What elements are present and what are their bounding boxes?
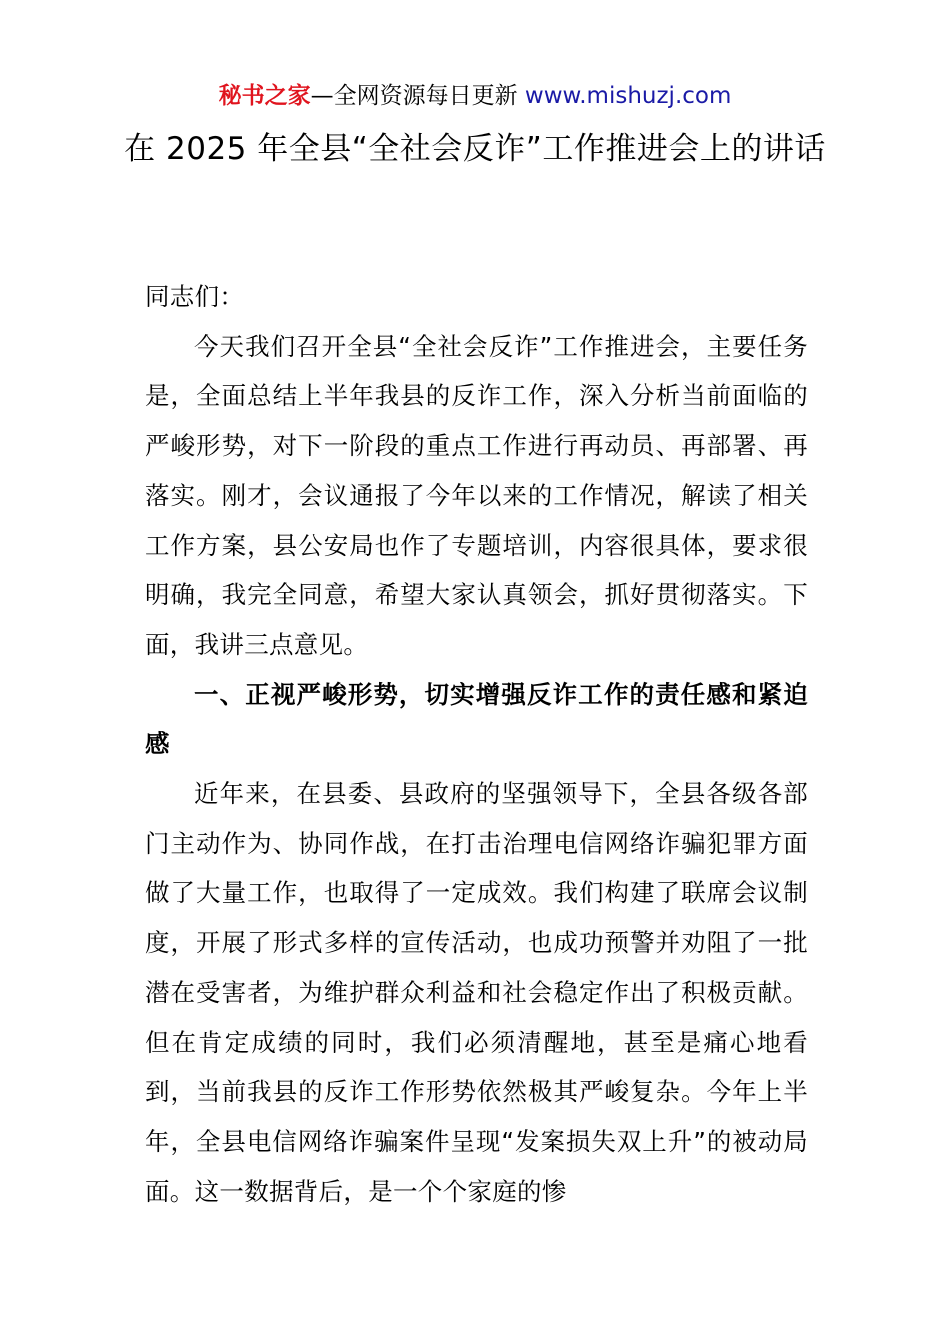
document-title: 在 2025 年全县“全社会反诈”工作推进会上的讲话 [124, 131, 826, 167]
intro-paragraph: 今天我们召开全县“全社会反诈”工作推进会，主要任务是，全面总结上半年我县的反诈工作，深入分析当前面临的严峻形势，对下一阶段的重点工作进行再动员、再部署、再落实。刚才，会议通报了今年以来的工作情况，解读了相关工作方案，县公安局也作了专题培训，内容很具体，要求很明确，我完全同意，希望大家认真领会，抓好贯彻落实。下面，我讲三点意见。 [145, 331, 808, 659]
brand-name: 秘书之家 [218, 83, 311, 109]
section-paragraph: 近年来，在县委、县政府的坚强领导下，全县各级各部门主动作为、协同作战，在打击治理电信网络诈骗犯罪方面做了大量工作，也取得了一定成效。我们构建了联席会议制度，开展了形式多样的宣传活动，也成功预警并劝阻了一批潜在受害者，为维护群众利益和社会稳定作出了积极贡献。但在肯定成绩的同时，我们必须清醒地，甚至是痛心地看到，当前我县的反诈工作形势依然极其严峻复杂。今年上半年，全县电信网络诈骗案件呈现“发案损失双上升”的被动局面。这一数据背后，是一个个家庭的惨 [145, 779, 808, 1206]
section-heading: 一、正视严峻形势，切实增强反诈工作的责任感和紧迫感 [145, 679, 808, 759]
header-tagline: —全网资源每日更新 [310, 83, 518, 109]
site-url-link[interactable]: www.mishuzj.com [524, 83, 732, 109]
site-header [0, 80, 950, 112]
salutation: 同志们： [145, 282, 245, 311]
document-body [145, 272, 808, 1216]
